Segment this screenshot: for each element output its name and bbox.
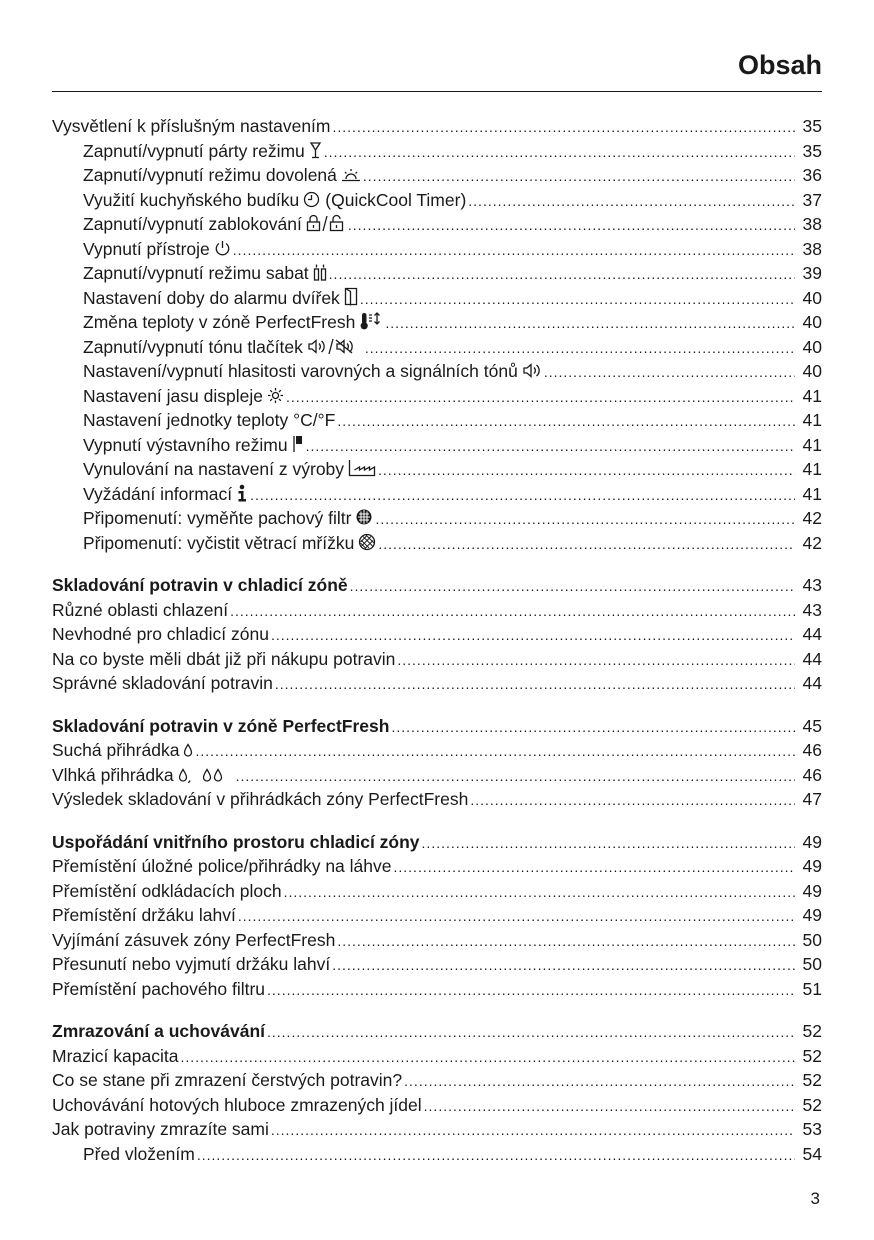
toc-entry[interactable]: [52, 1142, 822, 1167]
toc-entry[interactable]: [52, 261, 822, 286]
toc-entry-title: Zapnutí/vypnutí tónu tlačítek: [83, 336, 303, 357]
toc-entry-title: Nastavení/vypnutí hlasitosti varovných a signálních tónů: [83, 361, 518, 381]
toc-section: [52, 830, 822, 1002]
toc-entry[interactable]: [52, 482, 822, 507]
toc-page-number: 35: [802, 140, 822, 161]
toc-entry-title: Nevhodné pro chladicí zónu: [52, 624, 269, 644]
party-glass-icon: [309, 142, 322, 161]
header-divider: [52, 91, 822, 92]
toc-entry-title: Skladování potravin v zóně PerfectFresh: [52, 715, 390, 736]
toc-page-number: 52: [802, 1094, 822, 1115]
toc-page-number: 52: [802, 1070, 822, 1090]
dot-leader: [350, 574, 795, 599]
toc-heading-entry[interactable]: [52, 1019, 822, 1044]
toc-entry[interactable]: [52, 212, 822, 237]
dot-leader: [180, 1045, 795, 1070]
dot-leader: [397, 648, 795, 673]
toc-page-number: 38: [802, 238, 822, 259]
toc-page-number: 53: [802, 1119, 822, 1139]
dot-leader: [468, 189, 795, 214]
toc-entry[interactable]: [52, 787, 822, 812]
toc-entry[interactable]: [52, 738, 822, 763]
dot-leader: [391, 715, 795, 740]
factory-icon: [348, 459, 376, 479]
toc-entry-title: Mrazicí kapacita: [52, 1045, 179, 1066]
toc-entry[interactable]: [52, 114, 822, 139]
dot-leader: [284, 880, 795, 905]
dot-leader: [360, 287, 795, 312]
dot-leader: [422, 831, 795, 856]
dot-leader: [378, 532, 795, 557]
brightness-icon: [267, 387, 284, 406]
toc-page-number: 41: [802, 459, 822, 479]
toc-entry[interactable]: [52, 433, 822, 458]
toc-page-number: 40: [802, 287, 822, 308]
toc-entry[interactable]: [52, 237, 822, 262]
toc-page-number: 37: [802, 189, 822, 210]
dot-leader: [271, 623, 795, 648]
dot-leader: [385, 311, 795, 336]
dot-leader: [470, 788, 795, 813]
toc-entry-title: Zapnutí/vypnutí zablokování: [83, 214, 302, 234]
toc-page-number: 40: [802, 361, 822, 381]
dot-leader: [250, 483, 795, 508]
toc-entry[interactable]: [52, 384, 822, 409]
toc-entry-title: Změna teploty v zóně PerfectFresh: [83, 312, 356, 332]
toc-entry[interactable]: [52, 457, 822, 482]
toc-entry-title: Před vložením: [83, 1143, 195, 1164]
toc-entry[interactable]: [52, 506, 822, 531]
toc-page-number: 38: [802, 214, 822, 234]
toc-entry-title: Připomenutí: vyčistit větrací mřížku: [83, 532, 355, 553]
toc-entry-suffix: (QuickCool Timer): [325, 189, 467, 210]
dot-leader: [267, 978, 795, 1003]
dot-leader: [197, 1143, 795, 1168]
toc-page-number: 47: [802, 789, 822, 809]
toc-entry-title: Zapnutí/vypnutí režimu sabat: [83, 263, 309, 283]
toc-entry[interactable]: [52, 977, 822, 1002]
toc-page-number: 49: [802, 905, 822, 925]
toc-entry[interactable]: [52, 335, 822, 360]
toc-page-number: 42: [802, 532, 822, 553]
toc-entry-title: Výsledek skladování v přihrádkách zóny PerfectFresh: [52, 789, 469, 809]
drop-icon: [183, 743, 193, 760]
toc-entry[interactable]: [52, 531, 822, 556]
drops-icon: [178, 768, 234, 785]
toc-entry-title: Skladování potravin v chladicí zóně: [52, 575, 348, 595]
toc-entry[interactable]: [52, 1068, 822, 1093]
dot-leader: [275, 672, 795, 697]
toc-entry[interactable]: [52, 879, 822, 904]
toc-heading-entry[interactable]: [52, 573, 822, 598]
toc-page-number: 49: [802, 856, 822, 876]
toc-entry-title: Vypnutí výstavního režimu: [83, 434, 288, 455]
dot-leader: [329, 262, 795, 287]
info-icon: [236, 484, 248, 504]
timer-clock-icon: [303, 191, 320, 210]
toc-section: [52, 114, 822, 555]
toc-page-number: 50: [802, 929, 822, 950]
dot-leader: [375, 507, 795, 532]
dot-leader: [195, 739, 795, 764]
toc-entry[interactable]: [52, 359, 822, 384]
toc-entry-title: Správné skladování potravin: [52, 673, 273, 693]
toc-entry-title: Připomenutí: vyměňte pachový filtr: [83, 508, 352, 528]
dot-leader: [348, 213, 795, 238]
dot-leader: [238, 904, 795, 929]
toc-entry[interactable]: [52, 952, 822, 977]
toc-page-number: 44: [802, 624, 822, 644]
toc-page-number: 51: [802, 978, 822, 999]
toc-entry[interactable]: [52, 671, 822, 696]
toc-page-number: 40: [802, 312, 822, 332]
dot-leader: [394, 855, 796, 880]
toc-entry-title: Vlhká přihrádka: [52, 764, 174, 785]
toc-entry[interactable]: [52, 854, 822, 879]
toc-entry-title: Různé oblasti chlazení: [52, 599, 229, 620]
toc-entry[interactable]: [52, 928, 822, 953]
toc-entry-title: Jak potraviny zmrazíte sami: [52, 1119, 269, 1139]
toc-entry-title: Uchovávání hotových hluboce zmrazených jídel: [52, 1094, 422, 1115]
toc-heading-entry[interactable]: [52, 830, 822, 855]
toc-page-number: 45: [802, 715, 822, 736]
toc-entry[interactable]: [52, 1093, 822, 1118]
toc-entry-title: Využití kuchyňského budíku: [83, 189, 300, 210]
dot-leader: [236, 764, 795, 789]
toc-entry[interactable]: [52, 1117, 822, 1142]
toc-entry[interactable]: [52, 188, 822, 213]
toc-entry-title: Zapnutí/vypnutí párty režimu: [83, 140, 305, 161]
page-title: Obsah: [737, 50, 822, 80]
dot-leader: [404, 1069, 795, 1094]
toc-entry-title: Přesunutí nebo vyjmutí držáku lahví: [52, 954, 331, 974]
table-of-contents: [52, 114, 822, 1184]
dot-leader: [286, 385, 795, 410]
toc-page-number: 40: [802, 336, 822, 357]
toc-page-number: 41: [802, 410, 822, 430]
toc-page-number: 36: [802, 165, 822, 185]
toc-entry-title: Přemístění pachového filtru: [52, 978, 266, 999]
toc-page-number: 49: [802, 880, 822, 901]
dot-leader: [544, 360, 795, 385]
toc-entry[interactable]: [52, 310, 822, 335]
toc-page-number: 42: [802, 508, 822, 528]
dot-leader: [324, 140, 795, 165]
toc-entry[interactable]: [52, 139, 822, 164]
toc-entry-title: Nastavení jednotky teploty °C/°F: [83, 410, 336, 430]
toc-entry[interactable]: [52, 286, 822, 311]
dot-leader: [233, 238, 795, 263]
dot-leader: [306, 434, 795, 459]
toc-entry[interactable]: [52, 903, 822, 928]
dot-leader: [271, 1118, 795, 1143]
toc-section: [52, 714, 822, 812]
toc-entry-title: Přemístění držáku lahví: [52, 905, 236, 925]
toc-entry-title: Vyžádání informací: [83, 483, 233, 504]
toc-entry-title: Nastavení doby do alarmu dvířek: [83, 287, 340, 308]
toc-entry-title: Vyjímání zásuvek zóny PerfectFresh: [52, 929, 336, 950]
toc-entry-title: Uspořádání vnitřního prostoru chladicí zóny: [52, 831, 420, 852]
toc-entry[interactable]: [52, 763, 822, 788]
dot-leader: [378, 458, 795, 483]
toc-page-number: 41: [802, 434, 822, 455]
dot-leader: [267, 1020, 795, 1045]
toc-entry-title: Suchá přihrádka: [52, 740, 180, 760]
door-icon: [344, 287, 358, 308]
dot-leader: [337, 929, 795, 954]
toc-entry-title: Na co byste měli dbát již při nákupu potravin: [52, 648, 396, 669]
toc-page-number: 39: [802, 263, 822, 283]
grille-icon: [358, 533, 376, 553]
page-number: 3: [810, 1189, 820, 1208]
toc-entry-title: Přemístění odkládacích ploch: [52, 880, 282, 901]
toc-page-number: 49: [802, 831, 822, 852]
toc-entry[interactable]: [52, 1044, 822, 1069]
toc-page-number: 44: [802, 648, 822, 669]
toc-entry[interactable]: [52, 647, 822, 672]
toc-entry[interactable]: [52, 408, 822, 433]
dot-leader: [333, 115, 796, 140]
toc-page-number: 44: [802, 673, 822, 693]
dot-leader: [365, 336, 795, 361]
toc-page-number: 50: [802, 954, 822, 974]
toc-entry-title: Vypnutí přístroje: [83, 238, 210, 259]
toc-page-number: 54: [802, 1143, 822, 1164]
toc-section: [52, 1019, 822, 1166]
dot-leader: [230, 599, 795, 624]
toc-page-number: 52: [802, 1021, 822, 1041]
toc-entry-title: Vynulování na nastavení z výroby: [83, 459, 345, 479]
toc-page-number: 52: [802, 1045, 822, 1066]
showroom-flag-icon: [292, 435, 304, 455]
thermometer-icon: [359, 312, 383, 332]
dot-leader: [332, 953, 795, 978]
toc-page-number: 43: [802, 575, 822, 595]
power-icon: [214, 240, 231, 259]
speaker-icon: [522, 362, 542, 381]
toc-page-number: 43: [802, 599, 822, 620]
dot-leader: [424, 1094, 795, 1119]
toc-entry-title: Přemístění úložné police/přihrádky na láhve: [52, 856, 392, 876]
toc-page-number: 35: [802, 116, 822, 136]
toc-page-number: 46: [802, 740, 822, 760]
toc-entry-title: Zapnutí/vypnutí režimu dovolená: [83, 165, 337, 185]
toc-entry-title: Nastavení jasu displeje: [83, 385, 263, 406]
toc-page-number: 41: [802, 385, 822, 406]
toc-entry-title: Vysvětlení k příslušným nastavením: [52, 116, 331, 136]
dot-leader: [363, 164, 795, 189]
speaker-on-off-icon: [307, 338, 363, 357]
toc-heading-entry[interactable]: [52, 714, 822, 739]
toc-page-number: 41: [802, 483, 822, 504]
filter-icon: [355, 508, 373, 528]
toc-entry[interactable]: [52, 163, 822, 188]
toc-entry-title: Co se stane při zmrazení čerstvých potravin?: [52, 1070, 403, 1090]
toc-page-number: 46: [802, 764, 822, 785]
toc-entry-title: Zmrazování a uchovávání: [52, 1021, 265, 1041]
toc-entry[interactable]: [52, 622, 822, 647]
holiday-sun-icon: [341, 167, 361, 185]
sabbath-candles-icon: [313, 263, 327, 283]
toc-entry[interactable]: [52, 598, 822, 623]
dot-leader: [337, 409, 795, 434]
lock-unlock-icon: [306, 214, 346, 234]
toc-section: [52, 573, 822, 696]
